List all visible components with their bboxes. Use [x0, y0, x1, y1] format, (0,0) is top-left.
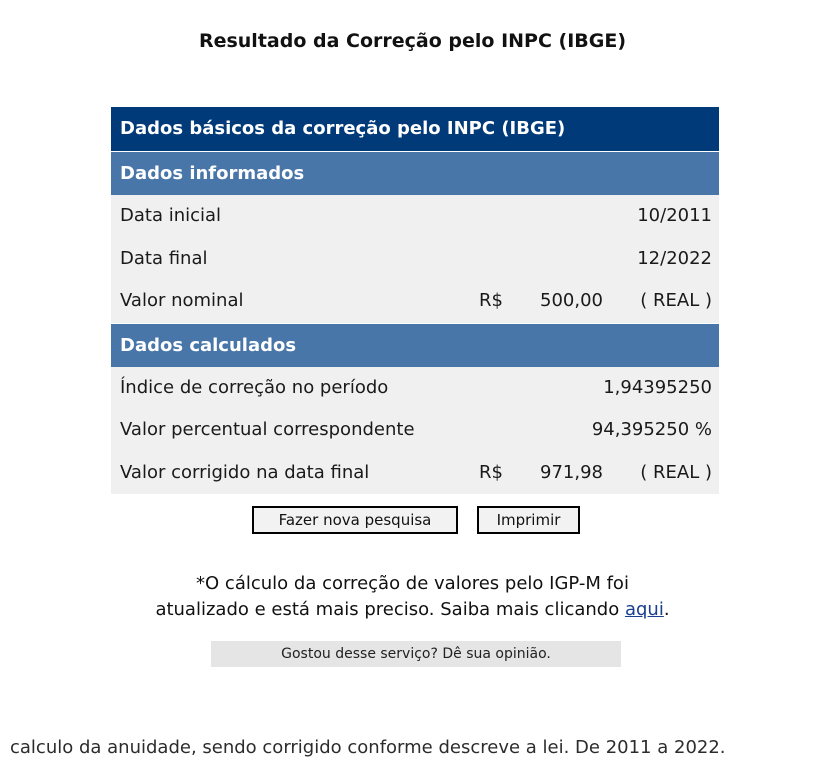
new-search-button[interactable]: Fazer nova pesquisa: [252, 506, 458, 534]
footer-text: calculo da anuidade, sendo corrigido conforme descreve a lei. De 2011 a 2022.: [10, 737, 726, 758]
igpm-notice: [0, 571, 825, 623]
amount-value: 500,00: [540, 290, 603, 311]
amount-value: 971,98: [540, 461, 603, 483]
currency-unit: ( REAL ): [640, 461, 712, 483]
page-title: Resultado da Correção pelo INPC (IBGE): [198, 30, 627, 52]
action-buttons: [0, 506, 825, 534]
section-informed: Dados informados: [111, 151, 719, 195]
row-valor-nominal: [111, 280, 719, 323]
currency-symbol: R$: [479, 461, 503, 483]
print-button[interactable]: Imprimir: [477, 506, 580, 534]
row-label: Data inicial: [120, 205, 222, 226]
row-percentual: [111, 409, 719, 452]
row-label: Índice de correção no período: [120, 376, 389, 398]
row-label: Data final: [120, 247, 208, 269]
row-valor-corrigido: [111, 452, 719, 495]
row-value: 94,395250 %: [591, 419, 712, 440]
row-label: Valor percentual correspondente: [120, 419, 415, 440]
row-indice: [111, 367, 719, 410]
notice-end: .: [663, 599, 670, 620]
row-value: 1,94395250: [603, 376, 712, 398]
notice-link[interactable]: aqui: [624, 599, 664, 620]
row-label: Valor corrigido na data final: [120, 461, 370, 483]
currency-symbol: R$: [479, 290, 503, 311]
row-value: 10/2011: [637, 205, 712, 226]
row-label: Valor nominal: [120, 290, 244, 311]
section-calculated: Dados calculados: [111, 323, 719, 367]
notice-line-1: *O cálculo da correção de valores pelo IGP-M foi: [196, 573, 629, 594]
notice-line-2: atualizado e está mais preciso. Saiba mais clicando: [155, 599, 625, 620]
feedback-link[interactable]: Gostou desse serviço? Dê sua opinião.: [211, 641, 621, 667]
row-data-final: [111, 238, 719, 281]
row-data-inicial: [111, 195, 719, 238]
row-value: 12/2022: [637, 247, 712, 269]
table-header: Dados básicos da correção pelo INPC (IBGE): [111, 107, 719, 151]
correction-table: [111, 107, 719, 494]
currency-unit: ( REAL ): [640, 290, 712, 311]
